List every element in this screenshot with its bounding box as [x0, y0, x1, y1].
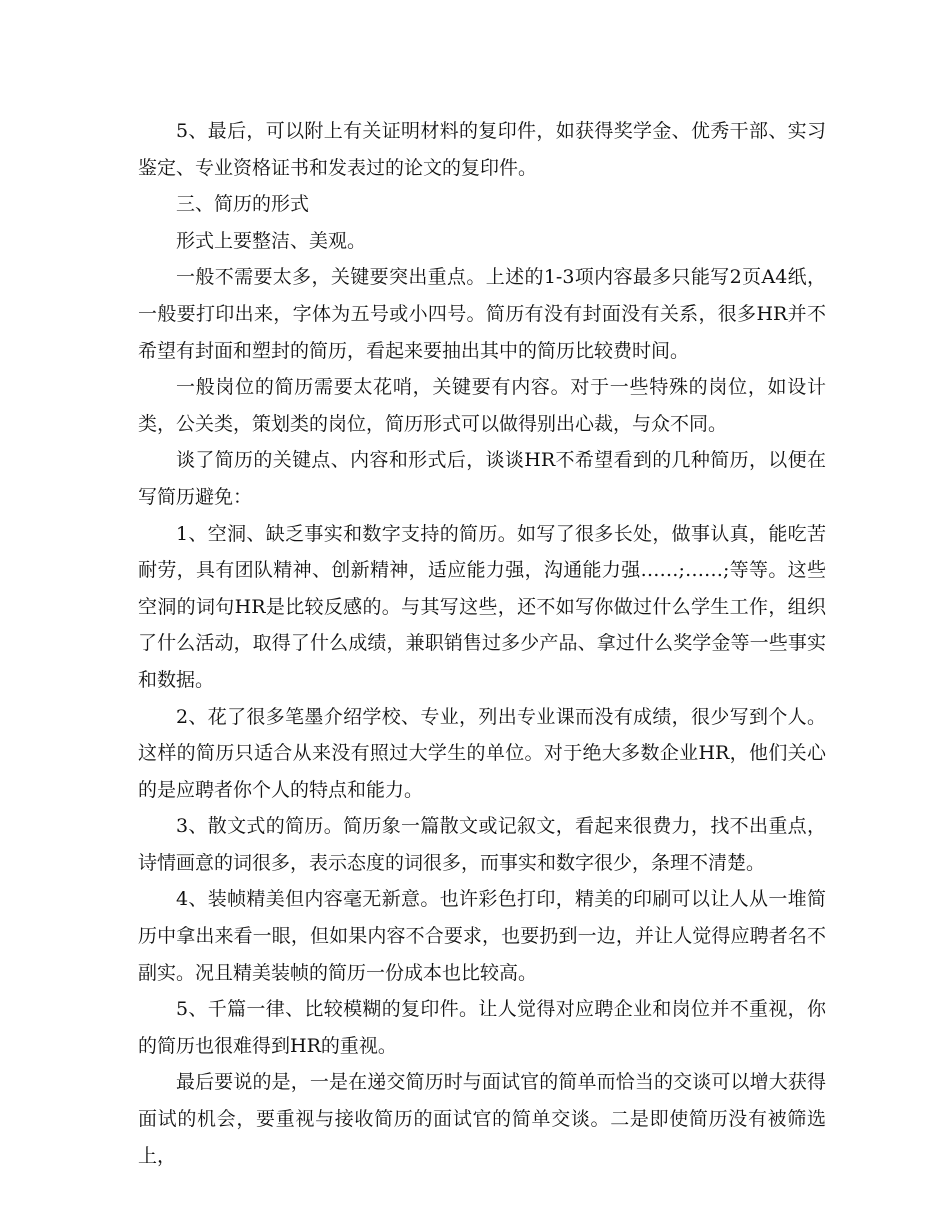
- paragraph-attach-certificates: 5、最后，可以附上有关证明材料的复印件，如获得奖学金、优秀干部、实习鉴定、专业资格证书和发表过的论文的复印件。: [138, 120, 826, 179]
- paragraph-item-fancy-binding: 4、装帧精美但内容毫无新意。也许彩色打印，精美的印刷可以让人从一堆简历中拿出来看一眼，但如果内容不合要求，也要扔到一边，并让人觉得应聘者名不副实。况且精美装帧的简历一份成本也比较高。: [138, 888, 826, 984]
- paragraph-item-photocopy: 5、千篇一律、比较模糊的复印件。让人觉得对应聘企业和岗位并不重视，你的简历也很难得到HR的重视。: [138, 998, 826, 1057]
- paragraph-item-empty-resume: 1、空洞、缺乏事实和数字支持的简历。如写了很多长处，做事认真，能吃苦耐劳，具有团队精神、创新精神，适应能力强，沟通能力强……;……;等等。这些空洞的词句HR是比较反感的。与其写这些，还不如写你做过什么学生工作，组织了什么活动，取得了什么成绩，兼职销售过多少产品、拿过什么奖学金等一些事实和数据。: [138, 522, 826, 691]
- paragraph-unwanted-intro: 谈了简历的关键点、内容和形式后，谈谈HR不希望看到的几种简历，以便在写简历避免：: [138, 449, 826, 508]
- paragraph-closing-advice: 最后要说的是，一是在递交简历时与面试官的简单而恰当的交谈可以增大获得面试的机会，要重视与接收简历的面试官的简单交谈。二是即使简历没有被筛选上，: [138, 1071, 826, 1167]
- paragraph-item-school-focus: 2、花了很多笔墨介绍学校、专业，列出专业课而没有成绩，很少写到个人。这样的简历只适合从来没有照过大学生的单位。对于绝大多数企业HR，他们关心的是应聘者你个人的特点和能力。: [138, 705, 826, 801]
- document-body: [138, 113, 826, 1174]
- section-heading-resume-format: 三、简历的形式: [176, 193, 310, 216]
- paragraph-item-prose-style: 3、散文式的简历。简历象一篇散文或记叙文，看起来很费力，找不出重点，诗情画意的词很多，表示态度的词很多，而事实和数字很少，条理不清楚。: [138, 815, 826, 874]
- paragraph-format-neat: 形式上要整洁、美观。: [176, 229, 367, 252]
- paragraph-length-focus: 一般不需要太多，关键要突出重点。上述的1-3项内容最多只能写2页A4纸，一般要打印出来，字体为五号或小四号。简历有没有封面没有关系，很多HR并不希望有封面和塑封的简历，看起来要抽出其中的简历比较费时间。: [138, 266, 826, 362]
- paragraph-special-positions: 一般岗位的简历需要太花哨，关键要有内容。对于一些特殊的岗位，如设计类，公关类，策划类的岗位，简历形式可以做得别出心裁，与众不同。: [138, 376, 826, 435]
